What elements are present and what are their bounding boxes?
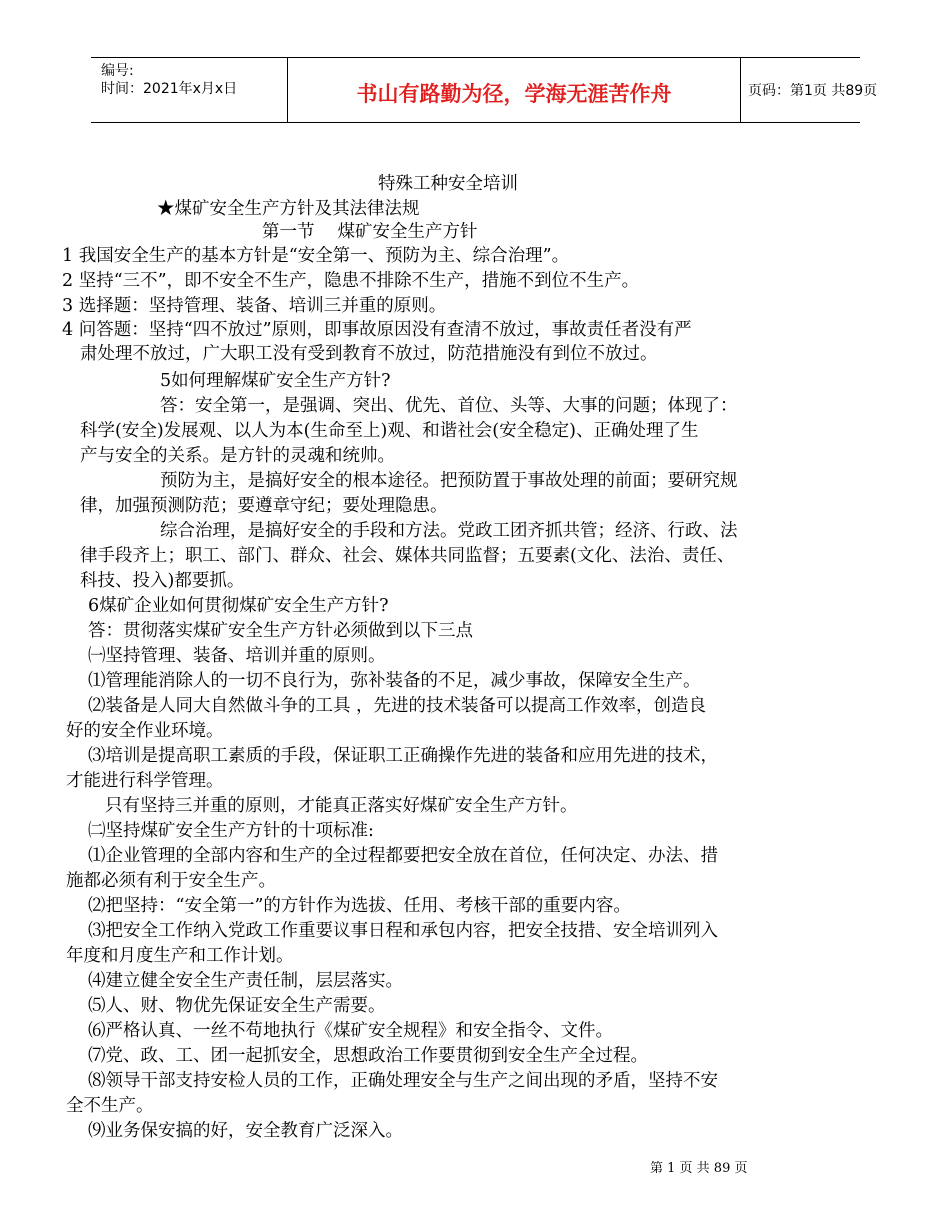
body-line: ⑶把安全工作纳入党政工作重要议事日程和承包内容，把安全技措、安全培训列入 — [88, 921, 718, 941]
body-line: ㈠坚持管理、装备、培训并重的原则。 — [88, 646, 386, 666]
body-line: 科学(安全)发展观、以人为本(生命至上)观、和谐社会(安全稳定)、正确处理了生 — [80, 421, 699, 441]
body-line: 答：安全第一，是强调、突出、优先、首位、头等、大事的问题；体现了： — [160, 396, 738, 416]
body-line: 答：贯彻落实煤矿安全生产方针必须做到以下三点 — [88, 621, 473, 641]
page-footer: 第 1 页 共 89 页 — [650, 1161, 748, 1176]
body-line: ⑹严格认真、一丝不苟地执行《煤矿安全规程》和安全指令、文件。 — [88, 1021, 613, 1041]
body-line: 全不生产。 — [66, 1096, 154, 1116]
body-line: 6煤矿企业如何贯彻煤矿安全生产方针? — [88, 596, 389, 616]
chapter-heading: 第一节 煤矿安全生产方针 — [262, 222, 478, 242]
body-line: 肃处理不放过，广大职工没有受到教育不放过，防范措施没有到位不放过。 — [80, 344, 658, 364]
body-line: 2 坚持“三不”，即不安全不生产，隐患不排除不生产，措施不到位不生产。 — [62, 271, 640, 291]
body-line: 综合治理，是搞好安全的手段和方法。党政工团齐抓共管；经济、行政、法 — [160, 521, 738, 541]
body-line: ⑵把坚持：“安全第一”的方针作为选拔、任用、考核干部的重要内容。 — [88, 896, 631, 916]
body-line: 科技、投入)都要抓。 — [80, 571, 245, 591]
body-line: ⑴企业管理的全部内容和生产的全过程都要把安全放在首位，任何决定、办法、措 — [88, 846, 718, 866]
motto-text: 书山有路勤为径，学海无涯苦作舟 — [356, 82, 672, 106]
body-line: 只有坚持三并重的原则，才能真正落实好煤矿安全生产方针。 — [105, 796, 578, 816]
page-number-info: 页码：第1页 共89页 — [748, 83, 878, 99]
body-line: 好的安全作业环境。 — [66, 721, 224, 741]
body-line: ⑼业务保安搞的好，安全教育广泛深入。 — [88, 1121, 403, 1141]
body-line: 5如何理解煤矿安全生产方针? — [160, 371, 391, 391]
header-left-cell — [91, 58, 287, 122]
body-line: 3 选择题：坚持管理、装备、培训三并重的原则。 — [62, 296, 447, 316]
body-line: 年度和月度生产和工作计划。 — [66, 946, 294, 966]
document-title: 特殊工种安全培训 — [378, 174, 518, 194]
body-line: 1 我国安全生产的基本方针是“安全第一、预防为主、综合治理”。 — [62, 246, 570, 266]
body-line: ⑴管理能消除人的一切不良行为，弥补装备的不足，减少事故，保障安全生产。 — [88, 671, 701, 691]
body-line: 4 问答题：坚持“四不放过”原则，即事故原因没有查清不放过，事故责任者没有严 — [62, 320, 692, 340]
document-date: 时间：2021年x月x日 — [101, 81, 238, 97]
body-line: 才能进行科学管理。 — [66, 771, 224, 791]
body-line: ⑵装备是人同大自然做斗争的工具 ，先进的技术装备可以提高工作效率，创造良 — [88, 696, 707, 716]
body-line: 施都必须有利于安全生产。 — [66, 871, 276, 891]
header-motto-cell — [287, 58, 741, 122]
page-header — [91, 57, 878, 123]
body-line: 产与安全的关系。是方针的灵魂和统帅。 — [80, 446, 395, 466]
body-line: 律手段齐上；职工、部门、群众、社会、媒体共同监督；五要素(文化、法治、责任、 — [80, 546, 735, 566]
body-line: ㈡坚持煤矿安全生产方针的十项标准: — [88, 821, 374, 841]
body-line: 预防为主，是搞好安全的根本途径。把预防置于事故处理的前面；要研究规 — [160, 471, 738, 491]
section-heading: ★煤矿安全生产方针及其法律法规 — [157, 199, 420, 219]
body-line: ⑸人、财、物优先保证安全生产需要。 — [88, 996, 386, 1016]
body-line: ⑻领导干部支持安检人员的工作，正确处理安全与生产之间出现的矛盾，坚持不安 — [88, 1071, 718, 1091]
body-line: ⑷建立健全安全生产责任制，层层落实。 — [88, 971, 403, 991]
body-line: ⑶培训是提高职工素质的手段，保证职工正确操作先进的装备和应用先进的技术， — [88, 746, 718, 766]
body-line: 律，加强预测防范；要遵章守纪；要处理隐患。 — [80, 496, 448, 516]
body-line: ⑺党、政、工、团一起抓安全，思想政治工作要贯彻到安全生产全过程。 — [88, 1046, 648, 1066]
header-right-cell — [740, 58, 878, 122]
document-number-label: 编号: — [101, 63, 134, 79]
